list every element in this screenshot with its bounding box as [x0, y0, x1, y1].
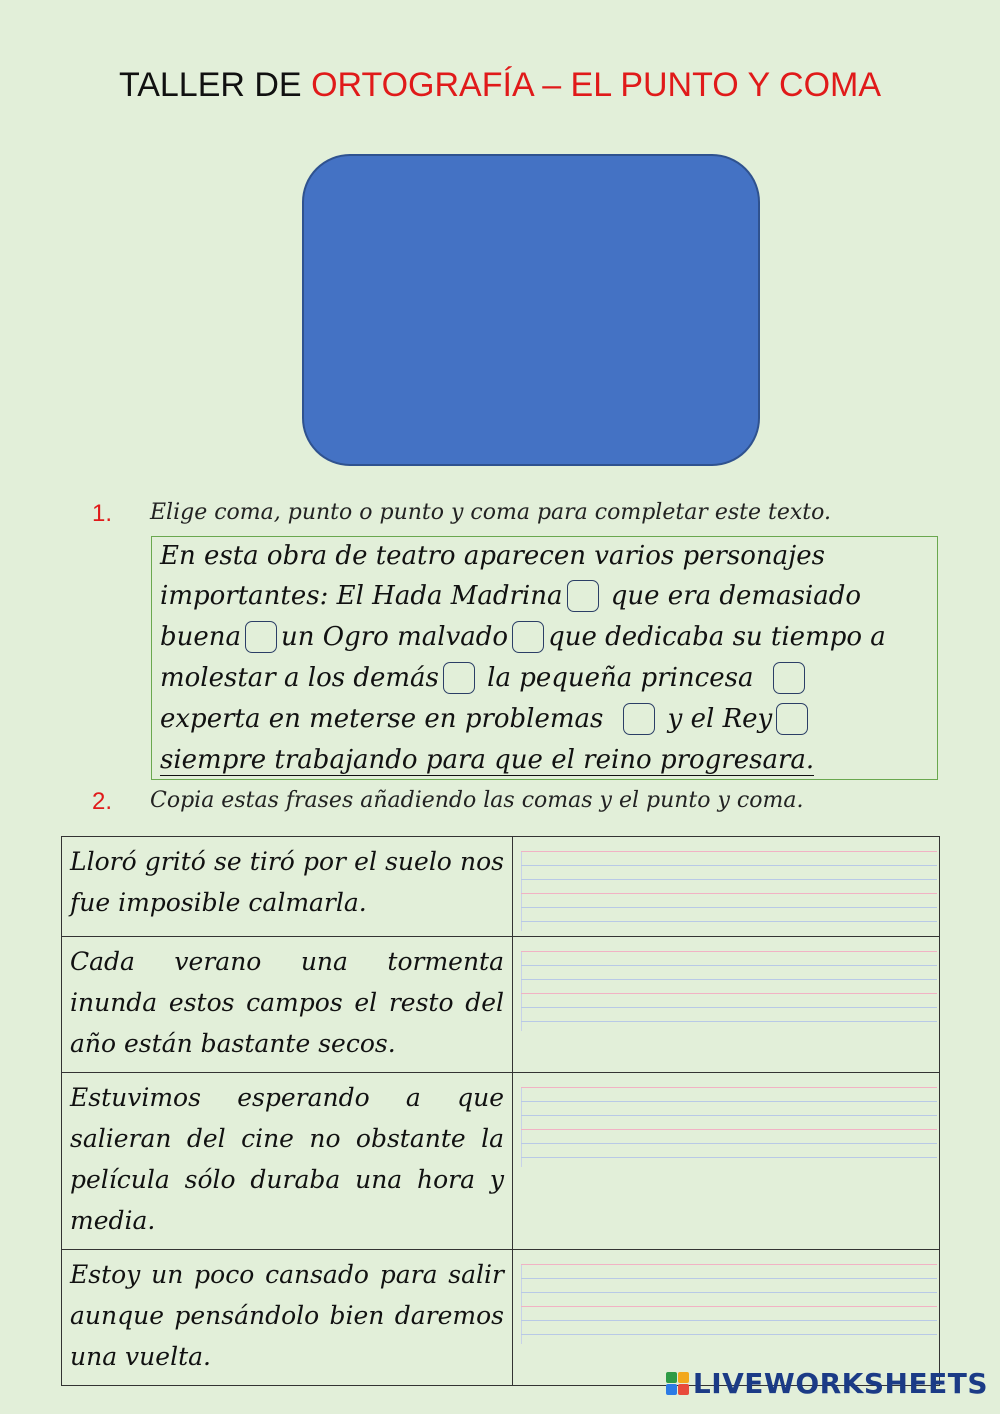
answer-cell[interactable] [513, 837, 940, 937]
punctuation-blank-7[interactable] [776, 703, 808, 735]
copy-exercise-table [61, 836, 940, 1386]
exercise-1-number: 1. [92, 500, 113, 527]
liveworksheets-logo[interactable] [666, 1367, 988, 1400]
title-prefix: TALLER DE [118, 66, 312, 104]
logo-text: LIVEWORKSHEETS [692, 1367, 988, 1400]
punctuation-blank-5[interactable] [773, 662, 805, 694]
sentence-cell: Lloró gritó se tiró por el suelo nos fue imposible calmarla. [62, 837, 513, 937]
answer-cell[interactable] [513, 1250, 940, 1386]
text-line-3 [160, 621, 886, 653]
text-segment: y el Rey [659, 704, 773, 734]
text-segment: importantes: El Hada Madrina [160, 581, 563, 611]
exercise-2-number: 2. [92, 788, 113, 815]
image-placeholder[interactable] [302, 154, 760, 466]
text-segment: que era demasiado [602, 581, 862, 611]
writing-lines [521, 851, 937, 931]
liveworksheets-mark-icon [666, 1372, 689, 1395]
answer-cell[interactable] [513, 937, 940, 1073]
text-segment: un Ogro malvado [281, 622, 509, 652]
table-row [62, 1250, 940, 1386]
text-line-6 [160, 744, 814, 776]
text-segment: experta en meterse en problemas [160, 704, 604, 734]
punctuation-blank-1[interactable] [567, 580, 599, 612]
punctuation-blank-2[interactable] [245, 621, 277, 653]
text-segment: molestar a los demás [160, 663, 439, 693]
text-line-4 [160, 662, 809, 694]
punctuation-blank-4[interactable] [443, 662, 475, 694]
sentence-cell: Cada verano una tormenta inunda estos campos el resto del año están bastante secos. [62, 937, 513, 1073]
text-segment: En esta obra de teatro aparecen varios personajes [160, 541, 825, 571]
table-row [62, 837, 940, 937]
writing-lines [521, 1264, 937, 1344]
sentence-cell: Estoy un poco cansado para salir aunque pensándolo bien daremos una vuelta. [62, 1250, 513, 1386]
text-line-2 [160, 580, 861, 612]
punctuation-blank-3[interactable] [512, 621, 544, 653]
text-segment: que dedicaba su tiempo a [548, 622, 886, 652]
exercise-1-instruction: Elige coma, punto o punto y coma para completar este texto. [150, 500, 831, 525]
text-line-1 [160, 540, 825, 571]
writing-lines [521, 1087, 937, 1167]
table-row [62, 937, 940, 1073]
text-segment: la pequeña princesa [478, 663, 754, 693]
sentence-cell: Estuvimos esperando a que salieran del cine no obstante la película sólo duraba una hora y media. [62, 1073, 513, 1250]
page-title [0, 66, 1000, 105]
table-row [62, 1073, 940, 1250]
punctuation-blank-6[interactable] [623, 703, 655, 735]
text-segment: buena [160, 622, 242, 652]
text-segment: siempre trabajando para que el reino progresara. [160, 745, 815, 775]
answer-cell[interactable] [513, 1073, 940, 1250]
writing-lines [521, 951, 937, 1031]
title-topic: ORTOGRAFÍA – EL PUNTO Y COMA [311, 66, 882, 104]
exercise-2-instruction: Copia estas frases añadiendo las comas y el punto y coma. [150, 788, 804, 813]
text-line-5 [160, 703, 812, 735]
